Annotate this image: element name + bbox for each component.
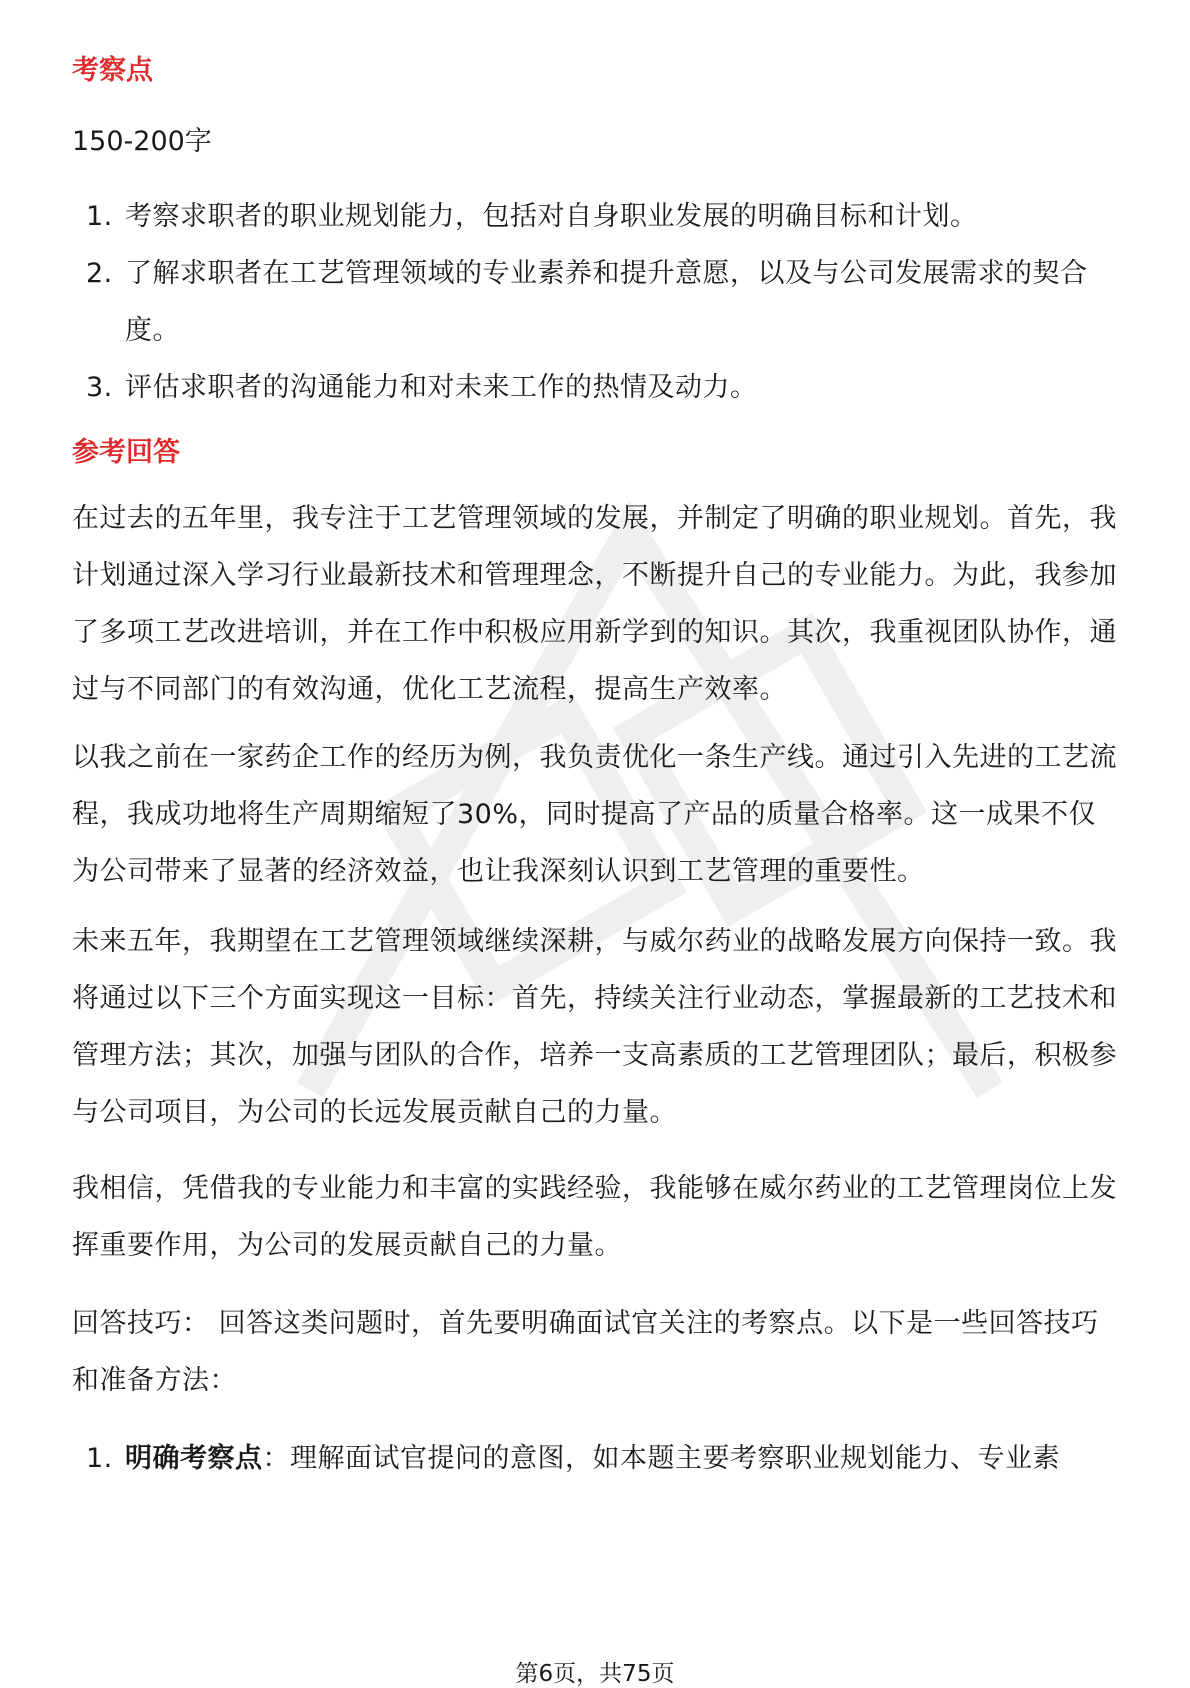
list-item [72, 245, 1122, 359]
answer-paragraph: 以我之前在一家药企工作的经历为例，我负责优化一条生产线。通过引入先进的工艺流程，我成功地将生产周期缩短了30%，同时提高了产品的质量合格率。这一成果不仅为公司带来了显著的经济效益，也让我深刻认识到工艺管理的重要性。 [72, 742, 1117, 887]
list-item-text: 考察求职者的职业规划能力，包括对自身职业发展的明确目标和计划。 [125, 201, 978, 232]
exam-points-list [72, 188, 1122, 416]
answer-paragraph: 在过去的五年里，我专注于工艺管理领域的发展，并制定了明确的职业规划。首先，我计划通过深入学习行业最新技术和管理理念，不断提升自己的专业能力。为此，我参加了多项工艺改进培训，并在工作中积极应用新学到的知识。其次，我重视团队协作，通过与不同部门的有效沟通，优化工艺流程，提高生产效率。 [72, 503, 1117, 705]
tip-label: 明确考察点 [125, 1443, 263, 1474]
word-count: 150-200字 [72, 126, 212, 157]
list-item [72, 1430, 1122, 1487]
list-item-text: 了解求职者在工艺管理领域的专业素养和提升意愿，以及与公司发展需求的契合度。 [125, 258, 1088, 346]
tip-text: ：理解面试官提问的意图，如本题主要考察职业规划能力、专业素 [262, 1443, 1060, 1474]
list-item-text: 评估求职者的沟通能力和对未来工作的热情及动力。 [125, 372, 758, 403]
list-number: 3. [86, 372, 113, 403]
section-heading-reference-answer: 参考回答 [72, 437, 180, 468]
list-item [72, 188, 1122, 245]
list-item [72, 359, 1122, 416]
tips-list [72, 1430, 1122, 1487]
list-number: 2. [86, 258, 113, 289]
answer-paragraph: 我相信，凭借我的专业能力和丰富的实践经验，我能够在威尔药业的工艺管理岗位上发挥重要作用，为公司的发展贡献自己的力量。 [72, 1173, 1117, 1261]
answer-tips-intro: 回答技巧： 回答这类问题时，首先要明确面试官关注的考察点。以下是一些回答技巧和准备方法： [72, 1308, 1099, 1396]
section-heading-exam-points: 考察点 [72, 55, 153, 86]
list-number: 1. [86, 1443, 113, 1474]
answer-paragraph: 未来五年，我期望在工艺管理领域继续深耕，与威尔药业的战略发展方向保持一致。我将通过以下三个方面实现这一目标：首先，持续关注行业动态，掌握最新的工艺技术和管理方法；其次，加强与团队的合作，培养一支高素质的工艺管理团队；最后，积极参与公司项目，为公司的长远发展贡献自己的力量。 [72, 926, 1117, 1128]
page-number: 第6页，共75页 [515, 1661, 675, 1687]
list-number: 1. [86, 201, 113, 232]
